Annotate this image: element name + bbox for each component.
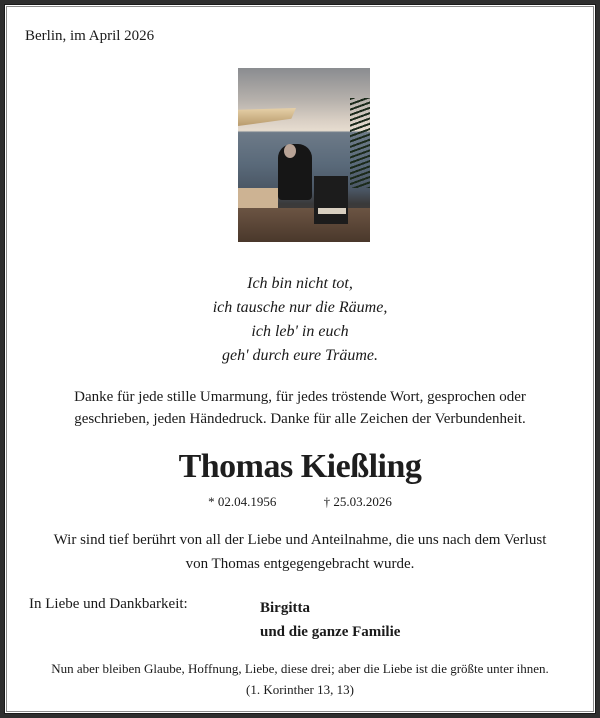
- life-dates: [4, 494, 596, 510]
- gratitude-line: von Thomas entgegengebracht wurde.: [185, 556, 415, 572]
- signers: [260, 596, 400, 644]
- poem-line: ich leb' in euch: [251, 323, 349, 340]
- signer-name: Birgitta: [260, 600, 310, 616]
- photo-head: [284, 144, 296, 158]
- verse-text: Nun aber bleiben Glaube, Hoffnung, Liebe, diese drei; aber die Liebe ist die größte unter ihnen.: [51, 661, 549, 676]
- photo-chair-seat: [318, 208, 346, 214]
- photo-chair: [314, 176, 348, 224]
- poem-line: ich tausche nur die Räume,: [212, 299, 388, 316]
- birth-date: * 02.04.1956: [208, 494, 277, 509]
- thanks-line: Danke für jede stille Umarmung, für jedes tröstende Wort, gesprochen oder: [74, 389, 526, 405]
- signer-name: und die ganze Familie: [260, 624, 401, 640]
- portrait-photo: [238, 68, 370, 242]
- gratitude-text: [28, 528, 572, 576]
- photo-umbrella: [238, 108, 296, 126]
- signature-label: In Liebe und Dankbarkeit:: [29, 596, 188, 612]
- photo-palm: [350, 98, 370, 188]
- poem: [4, 272, 596, 368]
- deceased-name: Thomas Kießling: [178, 448, 422, 485]
- gratitude-line: Wir sind tief berührt von all der Liebe und Anteilnahme, die uns nach dem Verlust: [53, 532, 547, 548]
- bible-verse: [14, 658, 586, 700]
- thanks-line: geschrieben, jeden Händedruck. Danke für alle Zeichen der Verbundenheit.: [74, 411, 526, 427]
- death-date: † 25.03.2026: [323, 494, 392, 509]
- photo-floor: [238, 208, 370, 242]
- notice-frame: [4, 4, 596, 714]
- thanks-text: [34, 386, 566, 430]
- place-date: Berlin, im April 2026: [25, 28, 155, 44]
- verse-reference: (1. Korinther 13, 13): [246, 682, 354, 697]
- poem-line: geh' durch eure Träume.: [222, 347, 378, 364]
- poem-line: Ich bin nicht tot,: [247, 275, 353, 292]
